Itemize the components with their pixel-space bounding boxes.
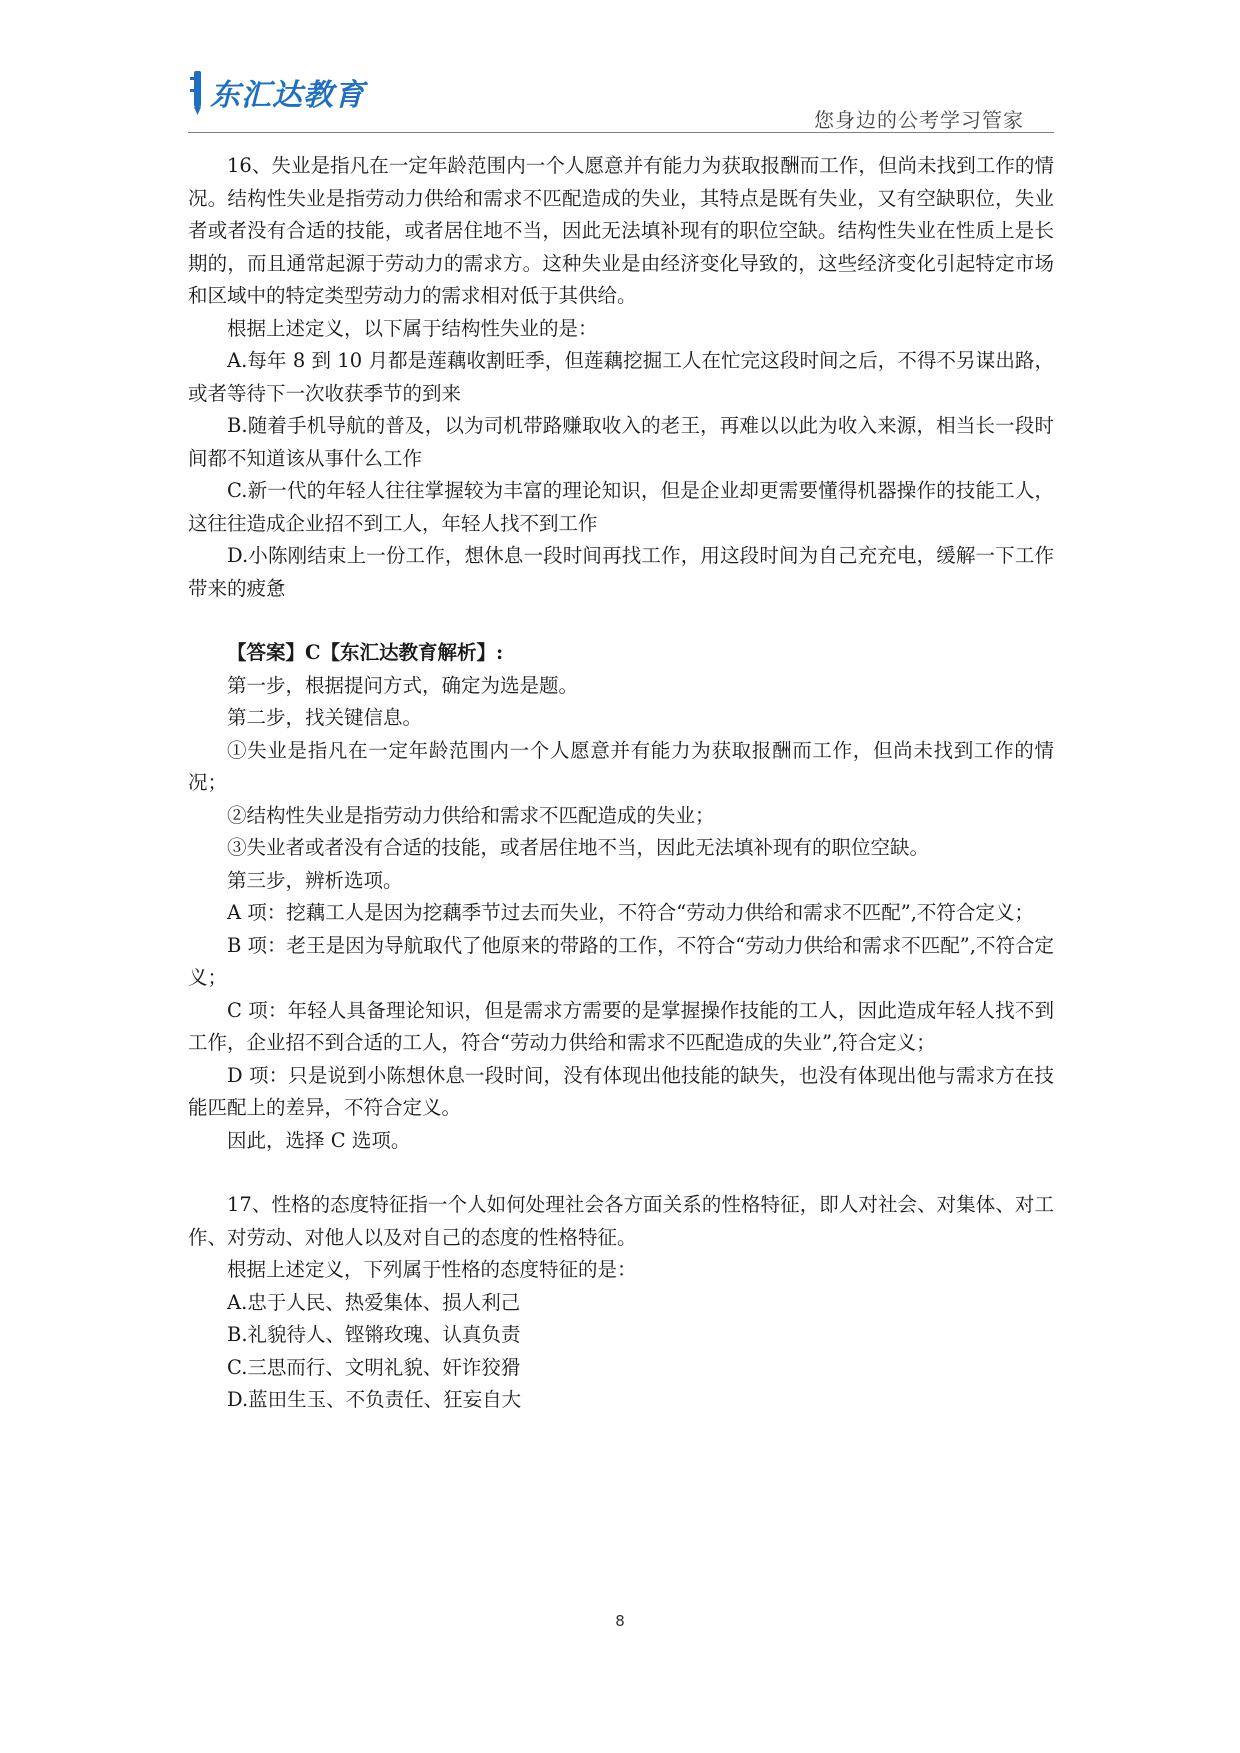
analysis-line: 因此，选择 C 选项。 <box>227 1128 411 1152</box>
option-d: D.小陈刚结束上一份工作，想休息一段时间再找工作，用这段时间为自己充充电，缓解一下工作带来的疲惫 <box>188 544 1054 600</box>
page-number: 8 <box>615 1612 625 1630</box>
question-prompt: 根据上述定义，下列属于性格的态度特征的是： <box>227 1258 637 1281</box>
analysis-line: A 项：挖藕工人是因为挖藕季节过去而失业，不符合“劳动力供给和需求不匹配”,不符合定义； <box>227 901 1034 924</box>
logo-text: 东汇达教育 <box>210 78 365 113</box>
option-c: C.三思而行、文明礼貌、奸诈狡猾 <box>227 1355 521 1379</box>
analysis-line: 第三步，辨析选项。 <box>227 868 403 892</box>
option-d: D.蓝田生玉、不负责任、狂妄自大 <box>227 1388 522 1411</box>
brand-logo <box>188 62 365 122</box>
analysis-line: ①失业是指凡在一定年龄范围内一个人愿意并有能力为获取报酬而工作，但尚未找到工作的情况； <box>188 738 1054 794</box>
answer-label: 【答案】C【东汇达教育解析】: <box>227 641 504 664</box>
analysis-line: D 项：只是说到小陈想休息一段时间，没有体现出他技能的缺失，也没有体现出他与需求方在技能匹配上的差异，不符合定义。 <box>188 1063 1054 1119</box>
question-17 <box>188 1189 1054 1417</box>
header-slogan: 您身边的公考学习管家 <box>814 108 1024 132</box>
question-16 <box>188 150 1054 1157</box>
analysis-line: 第二步，找关键信息。 <box>227 706 423 729</box>
analysis-line: 第一步，根据提问方式，确定为选是题。 <box>227 673 579 697</box>
option-b: B.礼貌待人、铿锵玫瑰、认真负责 <box>227 1323 521 1346</box>
analysis-line: ②结构性失业是指劳动力供给和需求不匹配造成的失业； <box>227 803 715 827</box>
option-a: A.忠于人民、热爱集体、损人利己 <box>227 1290 521 1314</box>
spacer <box>188 605 1054 637</box>
option-a: A.每年 8 到 10 月都是莲藕收割旺季，但莲藕挖掘工人在忙完这段时间之后，不得不另谋出路，或者等待下一次收获季节的到来 <box>188 349 1054 405</box>
question-prompt: 根据上述定义，以下属于结构性失业的是： <box>227 316 598 340</box>
option-c: C.新一代的年轻人往往掌握较为丰富的理论知识，但是企业却更需要懂得机器操作的技能工人，这往往造成企业招不到工人，年轻人找不到工作 <box>188 479 1054 535</box>
analysis-line: C 项：年轻人具备理论知识，但是需求方需要的是掌握操作技能的工人，因此造成年轻人找不到工作，企业招不到合适的工人，符合“劳动力供给和需求不匹配造成的失业”,符合定义； <box>188 998 1054 1054</box>
analysis-line: ③失业者或者没有合适的技能，或者居住地不当，因此无法填补现有的职位空缺。 <box>227 836 930 859</box>
pen-icon <box>188 67 206 117</box>
document-body <box>188 150 1054 1417</box>
header-divider <box>188 132 1054 133</box>
question-stem: 16、失业是指凡在一定年龄范围内一个人愿意并有能力为获取报酬而工作，但尚未找到工作的情况。结构性失业是指劳动力供给和需求不匹配造成的失业，其特点是既有失业，又有空缺职位，失业者或者没有合适的技能，或者居住地不当，因此无法填补现有的职位空缺。结构性失业在性质上是长期的，而且通常起源于劳动力的需求方。这种失业是由经济变化导致的，这些经济变化引起特定市场和区域中的特定类型劳动力的需求相对低于其供给。 <box>188 154 1054 307</box>
analysis-line: B 项：老王是因为导航取代了他原来的带路的工作，不符合“劳动力供给和需求不匹配”,不符合定义； <box>188 933 1054 989</box>
spacer <box>188 1157 1054 1189</box>
question-stem: 17、性格的态度特征指一个人如何处理社会各方面关系的性格特征，即人对社会、对集体、对工作、对劳动、对他人以及对自己的态度的性格特征。 <box>188 1193 1054 1249</box>
page-header <box>188 62 1054 134</box>
option-b: B.随着手机导航的普及，以为司机带路赚取收入的老王，再难以以此为收入来源，相当长一段时间都不知道该从事什么工作 <box>188 414 1054 470</box>
